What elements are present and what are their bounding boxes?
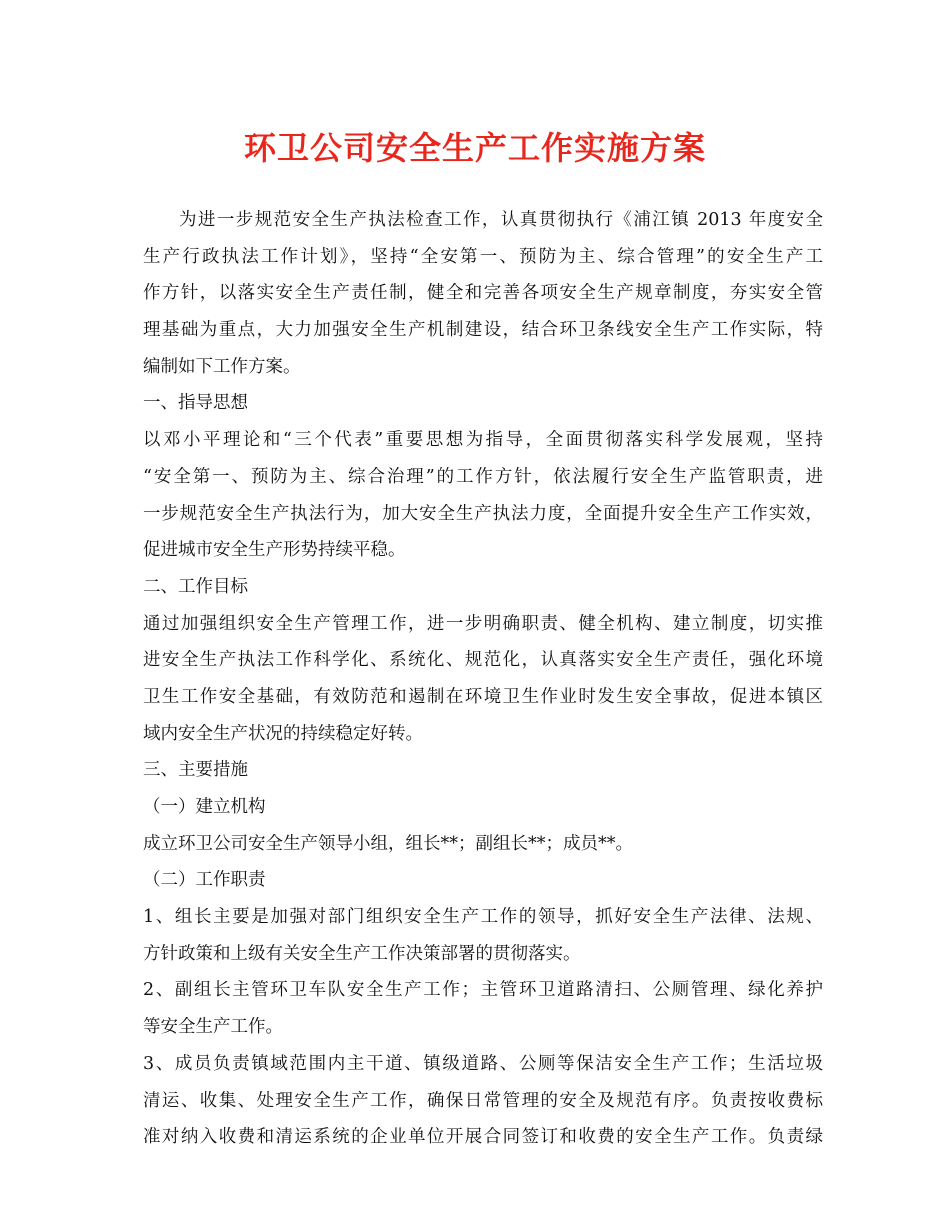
paragraph-line: 通过加强组织安全生产管理工作，进一步明确职责、健全机构、建立制度，切实推 — [143, 613, 823, 634]
paragraph-line: “安全第一、预防为主、综合治理”的工作方针，依法履行安全生产监管职责，进 — [143, 466, 823, 487]
paragraph-line: 编制如下工作方案。 — [143, 356, 301, 377]
paragraph-line: 一步规范安全生产执法行为，加大安全生产执法力度，全面提升安全生产工作实效， — [143, 503, 823, 524]
section-heading: 三、主要措施 — [143, 760, 248, 781]
paragraph-line: 促进城市安全生产形势持续平稳。 — [143, 540, 406, 561]
paragraph-line: 清运、收集、处理安全生产工作，确保日常管理的安全及规范有序。负责按收费标 — [143, 1090, 823, 1111]
paragraph-line: 3、成员负责镇域范围内主干道、镇级道路、公厕等保洁安全生产工作；生活垃圾 — [143, 1053, 823, 1074]
paragraph-line: 方针政策和上级有关安全生产工作决策部署的贯彻落实。 — [143, 943, 581, 964]
section-heading: 一、指导思想 — [143, 393, 248, 414]
paragraph-line: 卫生工作安全基础，有效防范和遏制在环境卫生作业时发生安全事故，促进本镇区 — [143, 686, 823, 707]
paragraph-line: 2、副组长主管环卫车队安全生产工作；主管环卫道路清扫、公厕管理、绿化养护 — [143, 980, 823, 1001]
paragraph-line: 成立环卫公司安全生产领导小组，组长**；副组长**；成员**。 — [143, 833, 633, 854]
paragraph-line: 域内安全生产状况的持续稳定好转。 — [143, 723, 423, 744]
paragraph-line: 作方针，以落实安全生产责任制，健全和完善各项安全生产规章制度，夯实安全管 — [143, 283, 823, 304]
paragraph-line: 生产行政执法工作计划》，坚持“全安第一、预防为主、综合管理”的安全生产工 — [143, 246, 823, 267]
document-body — [143, 202, 823, 1156]
section-heading: 二、工作目标 — [143, 576, 248, 597]
paragraph-line: 以邓小平理论和“三个代表”重要思想为指导，全面贯彻落实科学发展观，坚持 — [143, 430, 823, 451]
paragraph-line: 理基础为重点，大力加强安全生产机制建设，结合环卫条线安全生产工作实际，特 — [143, 320, 823, 341]
subsection-heading: （一）建立机构 — [143, 797, 266, 817]
paragraph-line: 1、组长主要是加强对部门组织安全生产工作的领导，抓好安全生产法律、法规、 — [143, 907, 823, 928]
document-title: 环卫公司安全生产工作实施方案 — [243, 129, 706, 167]
paragraph-line: 进安全生产执法工作科学化、系统化、规范化，认真落实安全生产责任，强化环境 — [143, 650, 823, 671]
subsection-heading: （二）工作职责 — [143, 870, 266, 891]
paragraph-line: 为进一步规范安全生产执法检查工作，认真贯彻执行《浦江镇 2013 年度安全 — [179, 210, 823, 230]
paragraph-line: 等安全生产工作。 — [143, 1017, 283, 1038]
paragraph-line: 准对纳入收费和清运系统的企业单位开展合同签订和收费的安全生产工作。负责绿 — [143, 1127, 823, 1148]
